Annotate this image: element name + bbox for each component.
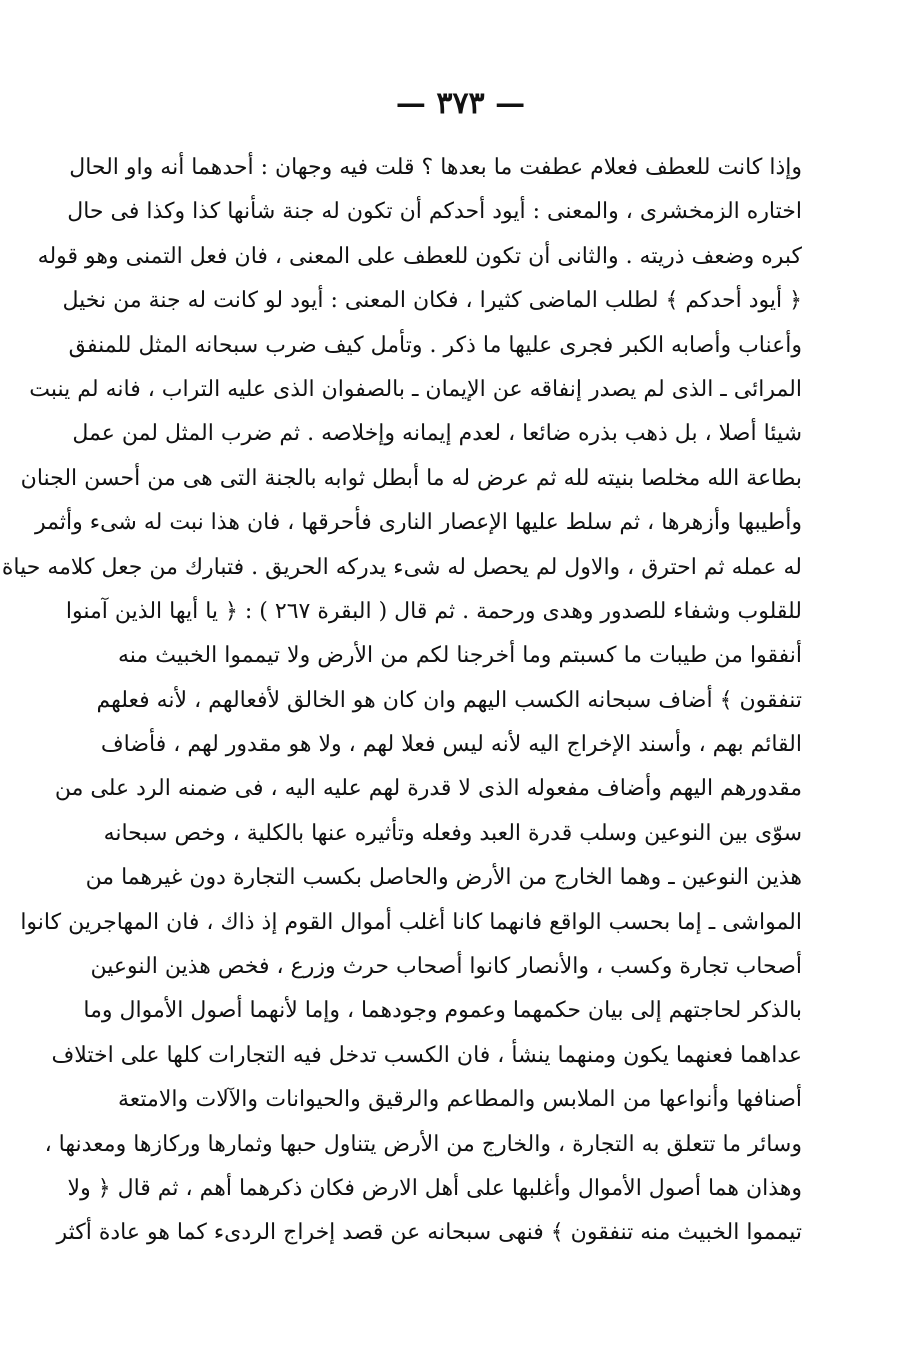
text-line: المواشى ـ إما بحسب الواقع فانهما كانا أغلب أموال القوم إذ ذاك ، فان المهاجرين كانوا <box>20 909 802 935</box>
text-line: شيئا أصلا ، بل ذهب بذره ضائعا ، لعدم إيمانه وإخلاصه . ثم ضرب المثل لمن عمل <box>72 421 802 447</box>
text-line: ﴿ أيود أحدكم ﴾ لطلب الماضى كثيرا ، فكان المعنى : أيود لو كانت له جنة من نخيل <box>62 288 802 314</box>
text-line: أصنافها وأنواعها من الملابس والمطاعم والرقيق والحيوانات والآلات والامتعة <box>118 1087 802 1113</box>
text-line: تيمموا الخبيث منه تنفقون ﴾ فنهى سبحانه عن قصد إخراج الردىء كما هو عادة أكثر <box>56 1220 802 1246</box>
text-line: كبره وضعف ذريته . والثانى أن تكون للعطف على المعنى ، فان فعل التمنى وهو قوله <box>37 243 802 269</box>
text-line: له عمله ثم احترق ، والاول لم يحصل له شىء يدركه الحريق . فتبارك من جعل كلامه حياة <box>1 554 802 580</box>
text-line: هذين النوعين ـ وهما الخارج من الأرض والحاصل بكسب التجارة دون غيرهما من <box>85 865 802 891</box>
text-line: بالذكر لحاجتهم إلى بيان حكمهما وعموم وجودهما ، وإما لأنهما أصول الأموال وما <box>83 998 802 1024</box>
text-line: بطاعة الله مخلصا بنيته لله ثم عرض له ما أبطل ثوابه بالجنة التى هى من أحسن الجنان <box>20 465 802 491</box>
text-line: وهذان هما أصول الأموال وأغلبها على أهل الارض فكان ذكرهما أهم ، ثم قال ﴿ ولا <box>67 1175 802 1201</box>
text-line: اختاره الزمخشرى ، والمعنى : أيود أحدكم أن تكون له جنة شأنها كذا وكذا فى حال <box>67 199 802 225</box>
page-number: — ٣٧٣ — <box>395 86 526 121</box>
text-line: تنفقون ﴾ أضاف سبحانه الكسب اليهم وان كان هو الخالق لأفعالهم ، لأنه فعلهم <box>96 687 802 713</box>
text-line: وسائر ما تتعلق به التجارة ، والخارج من الأرض يتناول حبها وثمارها وركازها ومعدنها ، <box>44 1131 802 1157</box>
text-line: للقلوب وشفاء للصدور وهدى ورحمة . ثم قال ( البقرة ٢٦٧ ) : ﴿ يا أيها الذين آمنوا <box>65 598 802 624</box>
text-line: وأعناب وأصابه الكبر فجرى عليها ما ذكر . وتأمل كيف ضرب سبحانه المثل للمنفق <box>68 332 802 358</box>
text-line: القائم بهم ، وأسند الإخراج اليه لأنه ليس فعلا لهم ، ولا هو مقدور لهم ، فأضاف <box>100 732 802 758</box>
text-line: وإذا كانت للعطف فعلام عطفت ما بعدها ؟ قلت فيه وجهان : أحدهما أنه واو الحال <box>69 155 802 180</box>
body-text <box>1 146 802 1256</box>
text-line: أنفقوا من طيبات ما كسبتم وما أخرجنا لكم من الأرض ولا تيمموا الخبيث منه <box>118 643 802 669</box>
text-line: مقدورهم اليهم وأضاف مفعوله الذى لا قدرة لهم عليه اليه ، فى ضمنه الرد على من <box>54 776 802 802</box>
text-line: وأطيبها وأزهرها ، ثم سلط عليها الإعصار النارى فأحرقها ، فان هذا نبت له شىء وأثمر <box>35 510 802 536</box>
text-line: عداهما فعنهما يكون ومنهما ينشأ ، فان الكسب تدخل فيه التجارات كلها على اختلاف <box>51 1042 802 1068</box>
text-line: المرائى ـ الذى لم يصدر إنفاقه عن الإيمان ـ بالصفوان الذى عليه التراب ، فانه لم ينبت <box>29 376 802 402</box>
text-line: سوّى بين النوعين وسلب قدرة العبد وفعله وتأثيره عنها بالكلية ، وخص سبحانه <box>103 820 802 846</box>
text-line: أصحاب تجارة وكسب ، والأنصار كانوا أصحاب حرث وزرع ، فخص هذين النوعين <box>90 954 802 980</box>
